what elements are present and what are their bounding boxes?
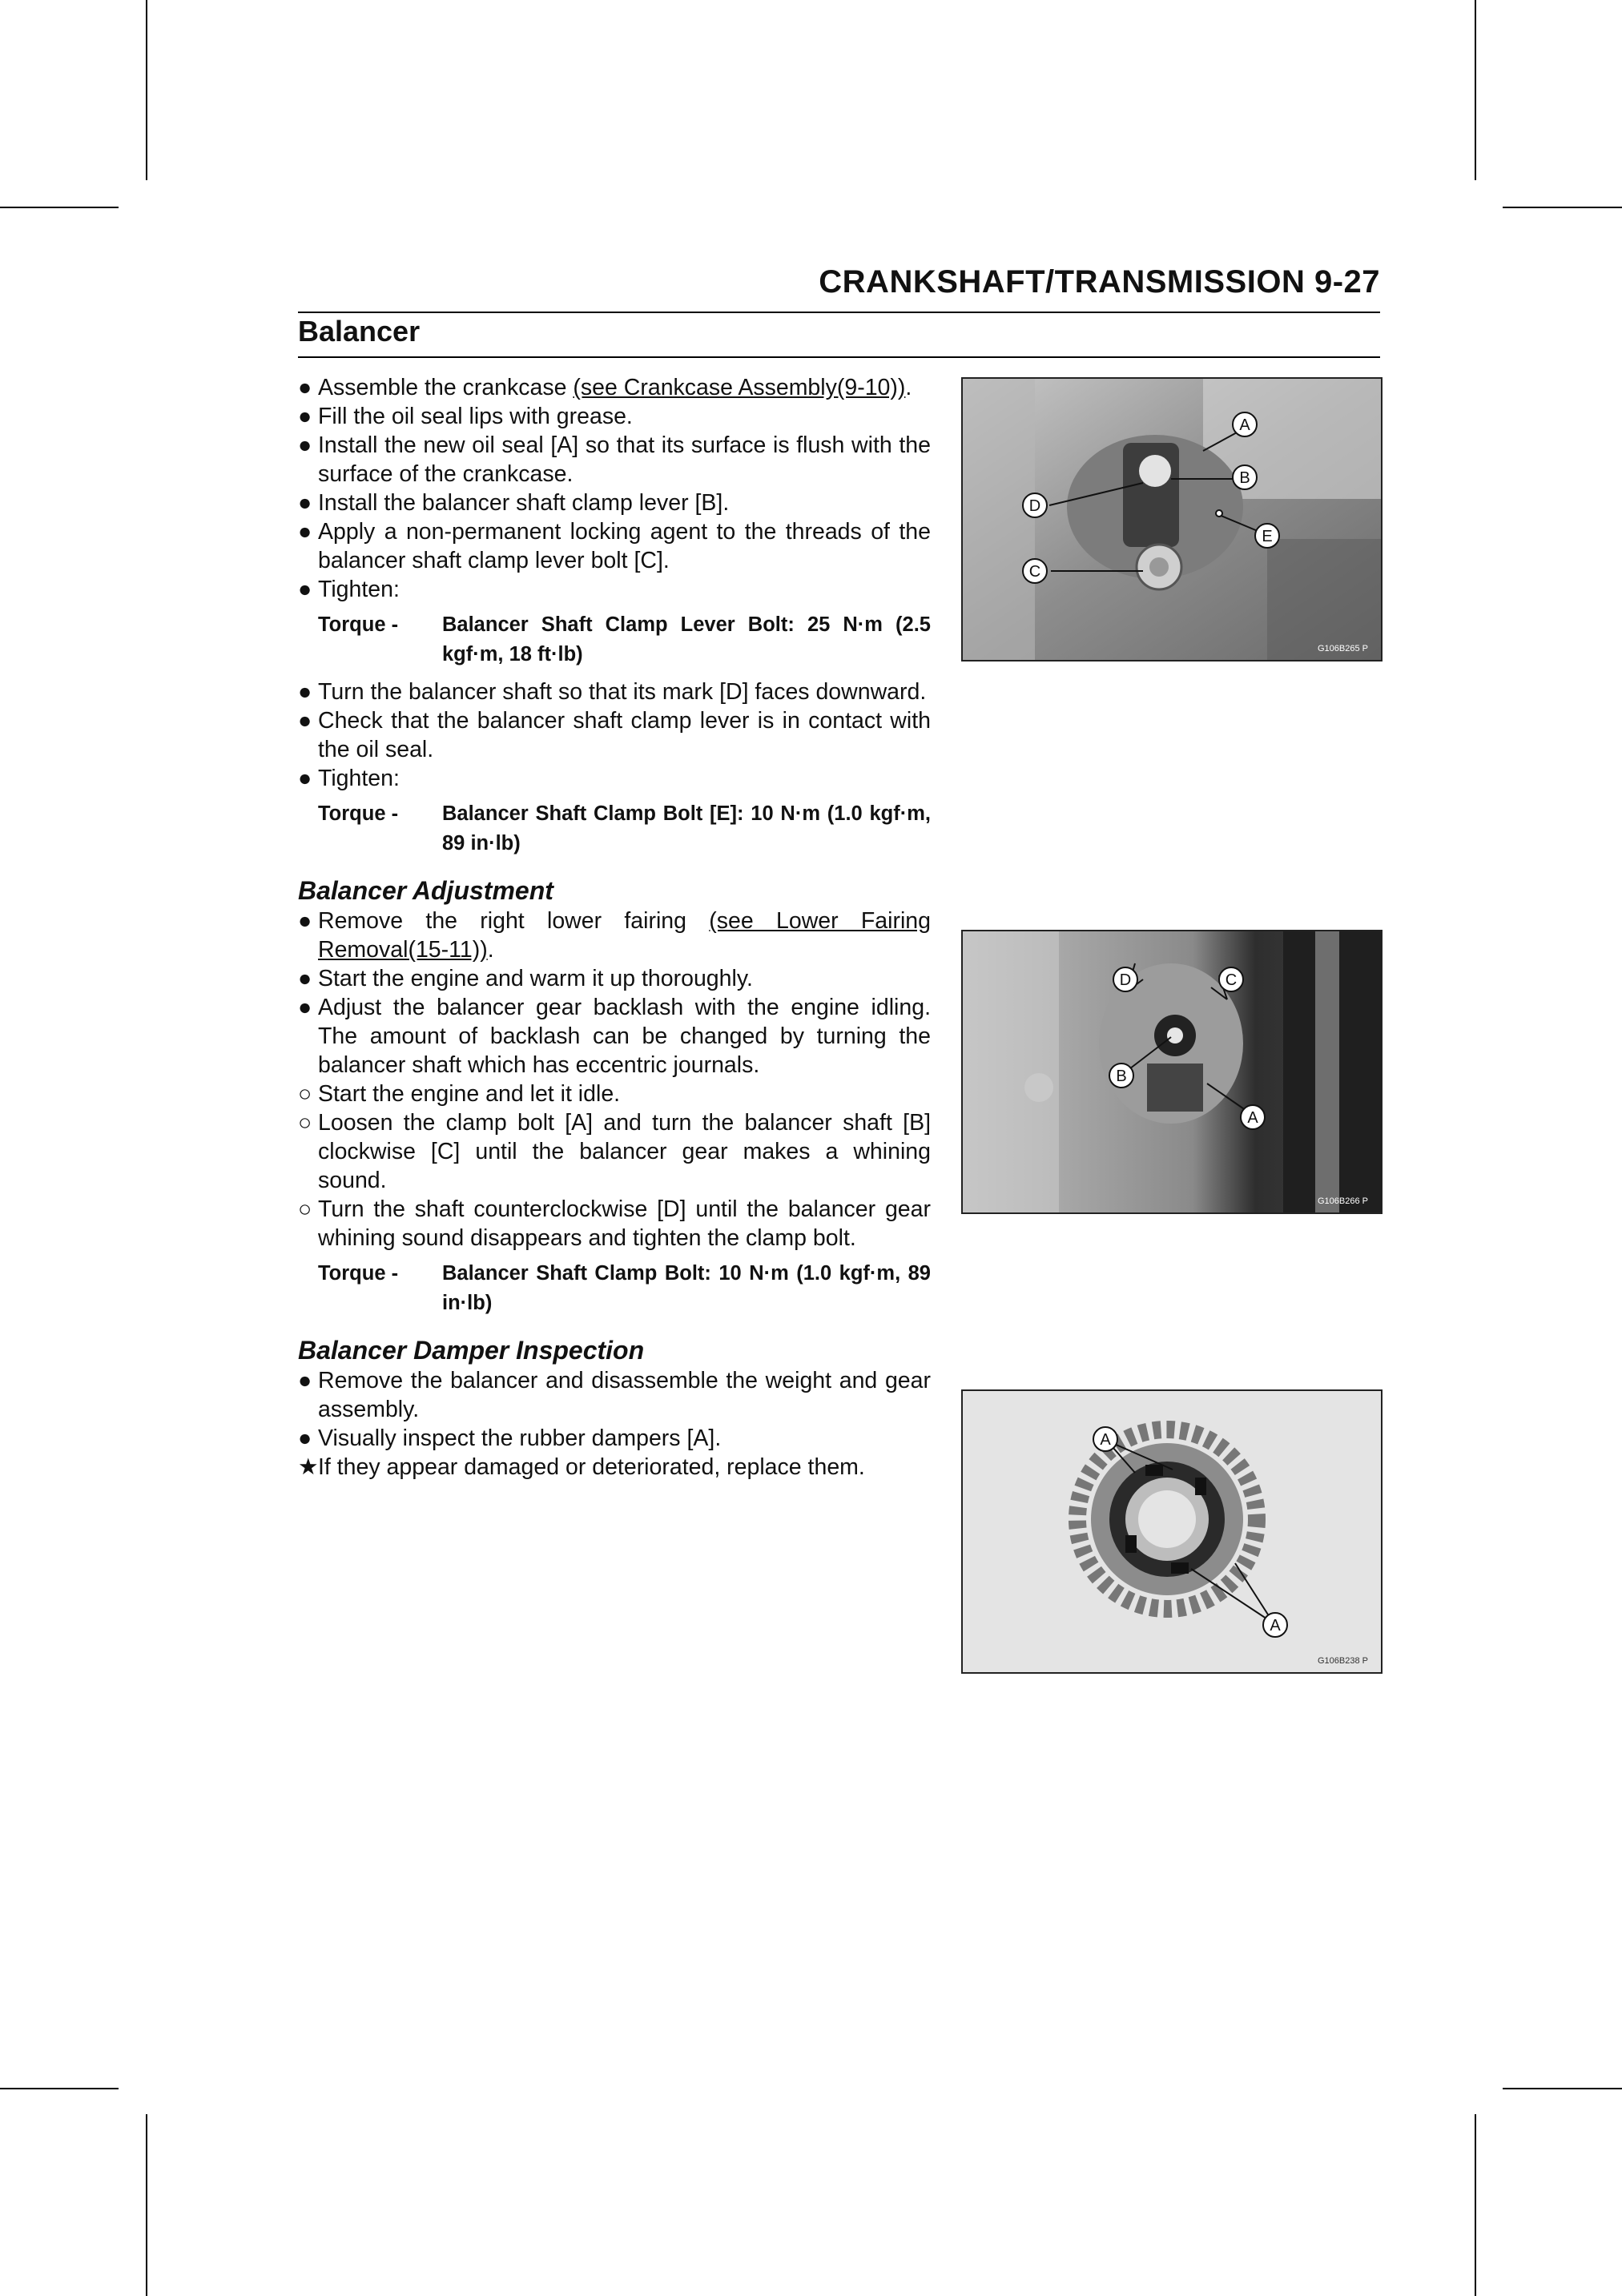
item-text: Remove the balancer and disassemble the weight and gear assembly. (318, 1368, 931, 1422)
torque-label: Torque - (318, 802, 399, 825)
section-rule (298, 356, 1380, 358)
photo-code: G106B265 P (1318, 644, 1368, 653)
list-item (298, 764, 931, 793)
item-text: Fill the oil seal lips with grease. (318, 404, 633, 429)
list-item (298, 517, 931, 575)
list-item (298, 373, 931, 402)
list-item (298, 1080, 931, 1108)
list-item (298, 489, 931, 517)
crop-mark (1503, 2088, 1622, 2089)
subsection-heading: Balancer Adjustment (298, 876, 553, 905)
crop-mark (1503, 207, 1622, 208)
item-text: Loosen the clamp bolt [A] and turn the balancer shaft [B] clockwise [C] until the balancer gear makes a whining sound. (318, 1110, 931, 1193)
photo-balancer-damper (961, 1389, 1383, 1674)
bullet-marker: ● (298, 577, 312, 602)
list-item (298, 678, 931, 706)
crop-mark (0, 2088, 119, 2089)
bullet-marker: ● (298, 1425, 312, 1451)
item-text: Install the balancer shaft clamp lever [B]. (318, 490, 730, 516)
callout-label: E (1262, 528, 1273, 545)
crop-mark (146, 2114, 147, 2296)
page-header-title: CRANKSHAFT/TRANSMISSION 9-27 (819, 264, 1380, 300)
bullet-marker: ● (298, 908, 312, 934)
item-text: Tighten: (318, 577, 400, 602)
callout-label: D (1028, 497, 1041, 515)
list-item (298, 993, 931, 1080)
item-text: Remove the right lower fairing (318, 908, 710, 934)
bullet-marker: ● (298, 490, 312, 516)
photo-balancer-clamp-lever (961, 377, 1383, 661)
list-item (298, 706, 931, 764)
callout-label: A (1247, 1109, 1258, 1127)
torque-spec (318, 610, 931, 669)
list-item (298, 1424, 931, 1453)
star-marker: ★ (298, 1454, 319, 1480)
callouts (963, 931, 1381, 1212)
torque-label: Torque - (318, 613, 399, 636)
item-text: Start the engine and let it idle. (318, 1081, 621, 1107)
item-text: Tighten: (318, 766, 400, 791)
torque-value: Balancer Shaft Clamp Bolt: 10 N·m (1.0 kgf·m, 89 in·lb) (442, 1262, 931, 1314)
bullet-marker: ● (298, 375, 312, 400)
list-item (298, 431, 931, 489)
crop-mark (0, 207, 119, 208)
item-text: If they appear damaged or deteriorated, replace them. (318, 1454, 865, 1480)
photo-code: G106B266 P (1318, 1196, 1368, 1206)
item-text: Visually inspect the rubber dampers [A]. (318, 1425, 722, 1451)
list-item (298, 1108, 931, 1195)
callouts (963, 379, 1381, 660)
photo-balancer-adjustment (961, 930, 1383, 1214)
list-item (298, 964, 931, 993)
callout-label: A (1239, 416, 1250, 434)
callout-label: A (1270, 1617, 1281, 1635)
lower-fairing-removal-link[interactable]: (see Lower Fairing Removal(15-11)) (318, 908, 932, 963)
item-text: Turn the shaft counterclockwise [D] until the balancer gear whining sound disappears and tighten the clamp bolt. (318, 1196, 931, 1251)
list-item (298, 402, 931, 431)
item-text: . (905, 375, 912, 400)
callouts (963, 1391, 1381, 1672)
circle-marker: ○ (298, 1196, 312, 1222)
torque-value: Balancer Shaft Clamp Lever Bolt: 25 N·m (2.5 kgf·m, 18 ft·lb) (442, 613, 931, 665)
crop-mark (1475, 2114, 1476, 2296)
photo-code: G106B238 P (1318, 1656, 1368, 1666)
subsection-heading: Balancer Damper Inspection (298, 1336, 645, 1365)
callout-label: B (1239, 469, 1250, 487)
crop-mark (1475, 0, 1476, 180)
bullet-marker: ● (298, 966, 312, 991)
list-item (298, 1453, 931, 1482)
item-text: Turn the balancer shaft so that its mark [D] faces downward. (318, 679, 927, 705)
circle-marker: ○ (298, 1081, 312, 1107)
crop-mark (146, 0, 147, 180)
item-text: . (487, 937, 494, 963)
list-item (298, 1195, 931, 1253)
callout-label: C (1028, 563, 1041, 581)
item-text: Adjust the balancer gear backlash with the engine idling. The amount of backlash can be changed by turning the balancer shaft which has eccentric journals. (318, 995, 931, 1078)
header-rule (298, 312, 1380, 313)
bullet-marker: ● (298, 708, 312, 734)
callout-label: C (1225, 971, 1238, 989)
callout-label: A (1100, 1431, 1111, 1449)
bullet-marker: ● (298, 766, 312, 791)
list-item (298, 1366, 931, 1424)
callout-label: D (1119, 971, 1132, 989)
bullet-marker: ● (298, 995, 312, 1020)
list-item (298, 907, 931, 964)
item-text: Start the engine and warm it up thoroughly. (318, 966, 753, 991)
bullet-marker: ● (298, 432, 312, 458)
body-text-column (298, 373, 931, 1482)
item-text: Assemble the crankcase (318, 375, 574, 400)
crankcase-assembly-link[interactable]: (see Crankcase Assembly(9-10)) (573, 375, 906, 400)
callout-label: B (1116, 1068, 1127, 1085)
bullet-marker: ● (298, 404, 312, 429)
bullet-marker: ● (298, 1368, 312, 1393)
bullet-marker: ● (298, 519, 312, 545)
torque-spec (318, 1259, 931, 1318)
torque-spec (318, 799, 931, 858)
list-item (298, 575, 931, 604)
item-text: Apply a non-permanent locking agent to the threads of the balancer shaft clamp lever bolt [C]. (318, 519, 931, 573)
torque-value: Balancer Shaft Clamp Bolt [E]: 10 N·m (1.0 kgf·m, 89 in·lb) (442, 802, 931, 854)
torque-label: Torque - (318, 1262, 399, 1285)
bullet-marker: ● (298, 679, 312, 705)
item-text: Install the new oil seal [A] so that its surface is flush with the surface of the crankcase. (318, 432, 931, 487)
item-text: Check that the balancer shaft clamp lever is in contact with the oil seal. (318, 708, 931, 762)
section-title: Balancer (298, 315, 421, 348)
circle-marker: ○ (298, 1110, 312, 1136)
